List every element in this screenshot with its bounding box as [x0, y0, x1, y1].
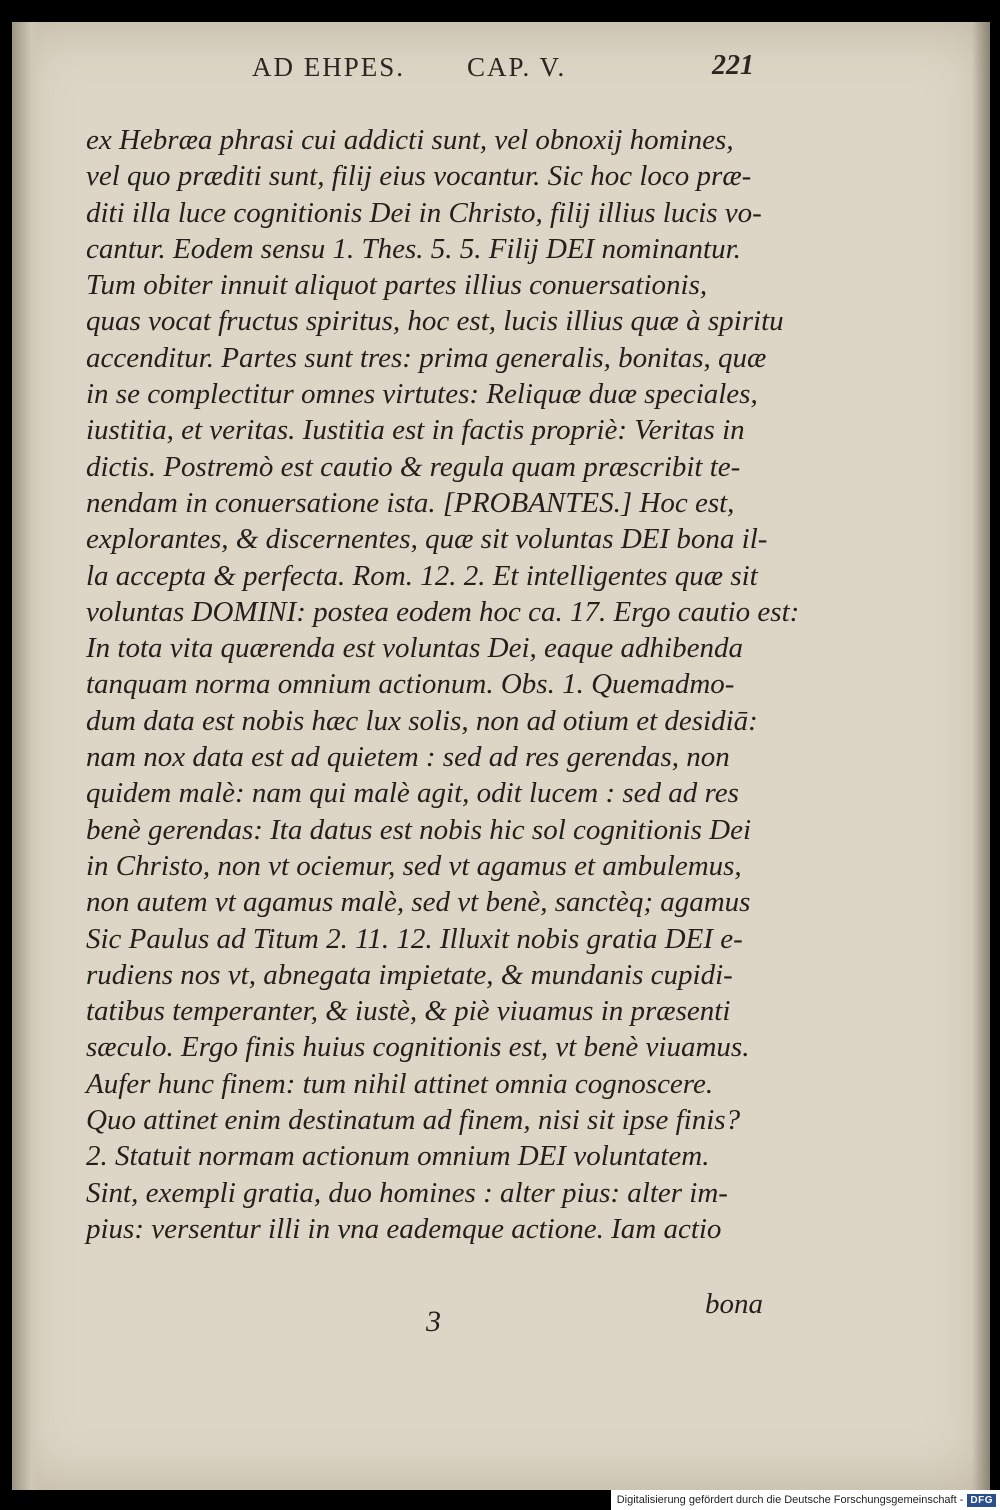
text-line: Aufer hunc finem: tum nihil attinet omnia cognoscere.: [86, 1067, 714, 1100]
text-line: Sic Paulus ad Titum 2. 11. 12. Illuxit nobis gratia DEI e-: [86, 922, 743, 955]
page-header: [252, 52, 952, 92]
text-line: in se complectitur omnes virtutes: Reliquæ duæ speciales,: [86, 378, 758, 411]
text-line: Sint, exempli gratia, duo homines : alter pius: alter im-: [86, 1176, 728, 1209]
chapter-label: CAP. V.: [467, 52, 567, 82]
text-line: explorantes, & discernentes, quæ sit voluntas DEI bona il-: [86, 523, 768, 556]
text-line: In tota vita quærenda est voluntas Dei, eaque adhibenda: [86, 632, 743, 665]
text-line: diti illa luce cognitionis Dei in Christo, filij illius lucis vo-: [86, 196, 762, 229]
running-title: AD EHPES.: [252, 52, 406, 82]
text-line: cantur. Eodem sensu 1. Thes. 5. 5. Filij DEI nominantur.: [86, 232, 741, 265]
text-line: accenditur. Partes sunt tres: prima generalis, bonitas, quæ: [86, 341, 767, 374]
text-line: vel quo præditi sunt, filij eius vocantur. Sic hoc loco præ-: [86, 160, 752, 193]
text-line: tanquam norma omnium actionum. Obs. 1. Quemadmo-: [86, 668, 735, 701]
text-line: non autem vt agamus malè, sed vt benè, sanctèq; agamus: [86, 886, 751, 919]
dfg-logo: DFG: [967, 1494, 996, 1507]
page-edge-shadow: [972, 22, 990, 1490]
text-line: sæculo. Ergo finis huius cognitionis est, vt benè viuamus.: [86, 1031, 750, 1064]
text-line: iustitia, et veritas. Iustitia est in factis propriè: Veritas in: [86, 414, 745, 447]
catchword: bona: [705, 1288, 763, 1320]
digitization-credit: [611, 1490, 1000, 1510]
text-line: benè gerendas: Ita datus est nobis hic sol cognitionis Dei: [86, 813, 752, 846]
credit-text: Digitalisierung gefördert durch die Deutsche Forschungsgemeinschaft -: [616, 1494, 964, 1506]
text-line: dictis. Postremò est cautio & regula quam præscribit te-: [86, 450, 741, 483]
text-line: Tum obiter innuit aliquot partes illius conuersationis,: [86, 269, 708, 302]
text-line: tatibus temperanter, & iustè, & piè viuamus in præsenti: [86, 995, 731, 1028]
body-text: [86, 122, 800, 1247]
text-line: nendam in conuersatione ista. [PROBANTES.] Hoc est,: [86, 486, 735, 519]
text-line: Quo attinet enim destinatum ad finem, nisi sit ipse finis?: [86, 1104, 741, 1137]
text-line: quidem malè: nam qui malè agit, odit lucem : sed ad res: [86, 777, 739, 810]
text-line: pius: versentur illi in vna eademque actione. Iam actio: [86, 1212, 722, 1245]
signature-mark: 3: [426, 1305, 441, 1338]
text-line: la accepta & perfecta. Rom. 12. 2. Et intelligentes quæ sit: [86, 559, 758, 592]
text-line: ex Hebræa phrasi cui addicti sunt, vel obnoxij homines,: [86, 124, 734, 156]
page-number: 221: [712, 50, 754, 81]
text-line: nam nox data est ad quietem : sed ad res gerendas, non: [86, 741, 730, 774]
page-gutter-shadow: [12, 22, 40, 1490]
text-line: 2. Statuit normam actionum omnium DEI voluntatem.: [86, 1140, 710, 1173]
text-line: in Christo, non vt ociemur, sed vt agamus et ambulemus,: [86, 849, 742, 882]
text-line: quas vocat fructus spiritus, hoc est, lucis illius quæ à spiritu: [86, 305, 784, 338]
text-line: rudiens nos vt, abnegata impietate, & mundanis cupidi-: [86, 958, 733, 991]
text-line: dum data est nobis hæc lux solis, non ad otium et desidiā:: [86, 704, 758, 737]
text-line: voluntas DOMINI: postea eodem hoc ca. 17. Ergo cautio est:: [86, 595, 800, 628]
